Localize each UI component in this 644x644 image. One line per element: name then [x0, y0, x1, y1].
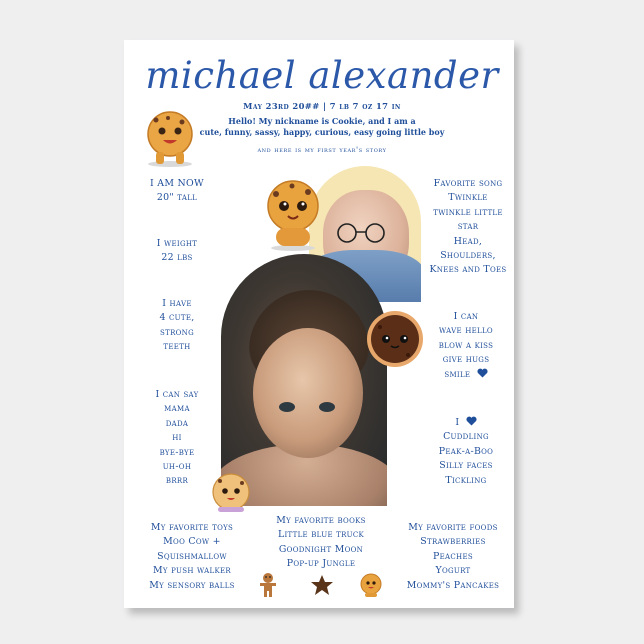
heart-icon	[477, 368, 488, 378]
birth-info: May 23rd 20## | 7 lb 7 oz 17 in	[243, 101, 401, 111]
text-line: I weight	[156, 238, 198, 249]
text-line: Tickling	[445, 474, 487, 486]
text-line: give hugs	[442, 354, 490, 366]
text-line: Strawberries	[420, 536, 486, 548]
text-line: Peaches	[433, 550, 473, 562]
text-line: smile	[444, 368, 471, 380]
text-line: My favorite foods	[408, 522, 498, 533]
text-line: I have	[162, 298, 192, 309]
text-line: I	[455, 417, 460, 428]
text-line: My push walker	[153, 565, 231, 577]
text-line: Knees and Toes	[429, 264, 507, 276]
foods-block	[394, 521, 512, 593]
text-line: uh-oh	[162, 461, 192, 473]
text-line: wave hello	[439, 325, 493, 337]
cookie-mascot-icon	[138, 106, 202, 168]
text-line: 4 cute,	[159, 312, 195, 324]
text-line: My favorite books	[276, 515, 366, 526]
text-line: Head,	[453, 235, 483, 247]
cookie-mascot-icon	[262, 178, 324, 252]
song-block	[418, 177, 518, 278]
chocolate-cookie-icon	[364, 309, 426, 369]
toddler-eye-left	[279, 402, 295, 412]
text-line: Pop-up Jungle	[286, 558, 356, 570]
text-line: Twinkle	[448, 192, 488, 204]
teeth-block	[138, 297, 216, 355]
text-line: 22 lbs	[161, 252, 193, 264]
text-line: Favorite song	[433, 178, 503, 189]
gingerbread-icon	[256, 572, 280, 598]
text-line: mama	[164, 403, 190, 415]
text-line: Squishmallow	[157, 550, 227, 562]
text-line: bye-bye	[159, 446, 195, 458]
text-line: twinkle little	[433, 206, 503, 218]
toddler-face	[253, 328, 363, 458]
text-line: Shoulders,	[440, 250, 496, 262]
skills-smile-line	[424, 368, 508, 382]
text-line: Peak-a-Boo	[438, 445, 494, 457]
loves-heading	[424, 416, 508, 430]
text-line: My favorite toys	[150, 522, 234, 533]
text-line: Silly faces	[439, 460, 493, 472]
heart-icon	[466, 416, 477, 426]
intro-line: Hello! My nickname is Cookie, and I am a	[228, 116, 416, 126]
text-line: I can say	[155, 389, 199, 400]
height-block	[138, 177, 216, 206]
text-line: I can	[453, 311, 479, 322]
toys-block	[136, 521, 248, 593]
loves-block	[424, 416, 508, 488]
text-line: dada	[165, 417, 189, 429]
toddler-photo-arch	[221, 254, 387, 506]
text-line: hi	[172, 432, 182, 444]
intro-line: cute, funny, sassy, happy, curious, easy going little boy	[199, 127, 445, 137]
text-line: brrr	[165, 475, 189, 487]
books-block	[258, 514, 384, 572]
text-line: strong	[160, 326, 194, 338]
weight-block	[138, 237, 216, 266]
words-block	[138, 388, 216, 489]
text-line: blow a kiss	[438, 339, 494, 351]
text-line: Cuddling	[443, 431, 489, 443]
text-line: Goodnight Moon	[278, 543, 364, 555]
text-line: Moo Cow +	[163, 536, 221, 548]
text-line: Yogurt	[435, 565, 471, 577]
skills-block	[424, 310, 508, 382]
star-cookie-icon	[310, 574, 334, 596]
text-line: Little blue truck	[277, 529, 365, 541]
story-subtitle: and here is my first year's story	[257, 145, 387, 154]
text-line: 20" tall	[156, 192, 198, 204]
text-line: teeth	[163, 341, 191, 353]
text-line: Mommy's Pancakes	[406, 579, 500, 591]
text-line: My sensory balls	[149, 579, 235, 591]
text-line: I AM NOW	[150, 178, 204, 189]
text-line: star	[457, 221, 479, 233]
baby-name-title: michael alexander	[145, 54, 499, 97]
cookie-mascot-icon	[358, 572, 384, 598]
glasses-icon	[331, 222, 391, 244]
toddler-eye-right	[319, 402, 335, 412]
